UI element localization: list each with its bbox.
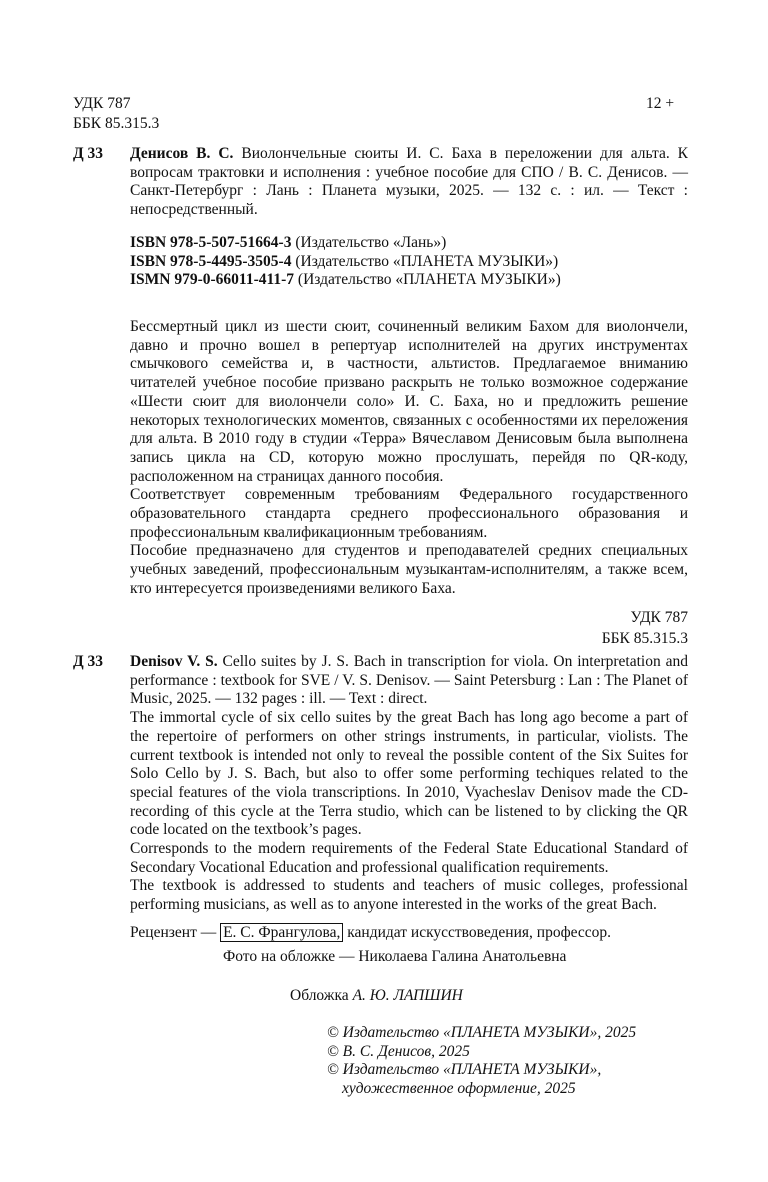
reviewer-title: кандидат искусствоведения, профессор. (347, 924, 612, 941)
ru-abstract (130, 318, 688, 599)
age-rating: 12 + (646, 95, 675, 112)
mid-bbk: ББК 85.315.3 (601, 630, 688, 647)
en-abstract-paragraph: The immortal cycle of six cello suites by the great Bach has long ago become a part of the repertoire of performers on other strings instruments, in particular, violists. The current textbook is intended not only to reveal the possible content of the Six Suites for Solo Cello by J. S. Bach, but also to offer some performing techiques related to the special features of the viola transcriptions. In 2010, Vyacheslav Denisov made the CD-recording of this cycle at the Terra studio, which can be listened to by clicking the QR code located on the textbook’s pages. (130, 709, 688, 839)
en-biblio-paragraph (130, 653, 688, 709)
reviewer-line (130, 924, 710, 943)
ru-author: Денисов В. С. (130, 145, 234, 162)
en-abstract-paragraph: Corresponds to the modern requirements of the Federal State Educational Standard of Secondary Vocational Education and professional qualification requirements. (130, 840, 688, 876)
ismn-row: ISMN 979-0-66011-411-7 (Издательство «ПЛАНЕТА МУЗЫКИ») (130, 271, 561, 289)
reviewer-label: Рецензент — (130, 924, 217, 941)
isbn-row: ISBN 978-5-507-51664-3 (Издательство «Лань») (130, 234, 447, 251)
en-biblio-text: Cello suites by J. S. Bach in transcription for viola. On interpretation and performance : textbook for SVE / V. S. Denisov. — Saint Petersburg : Lan : The Planet of Music, 2025. — 132 pages : ill. — Text : direct. (130, 653, 689, 708)
isbn-list (130, 234, 688, 290)
ru-biblio-text: Виолончельные сюиты И. С. Баха в переложении для альта. К вопросам трактовки и исполнения : учебное пособие для СПО / В. С. Денисов. — Санкт-Петербург : Лань : Планета музыки, 2025. — 132 с. : ил. — Текст : непосредственный. (130, 145, 689, 219)
cover-label: Обложка (290, 987, 349, 1004)
copyright-line: художественное оформление, 2025 (342, 1080, 576, 1098)
en-catalog-code: Д 33 (73, 653, 104, 670)
isbn-row: ISBN 978-5-4495-3505-4 (Издательство «ПЛАНЕТА МУЗЫКИ») (130, 252, 559, 270)
ru-abstract-paragraph: Бессмертный цикл из шести сюит, сочиненный великим Бахом для виолончели, давно и прочно вошел в репертуар исполнителей на других инструментах смычкового семейства и, в частности, альтистов. Предлагаемое вниманию читателей учебное пособие призвано раскрыть не только возможное содержание «Шести сюит для виолончели соло» И. С. Баха, но и предложить решение некоторых технологических моментов, связанных с особенностями их переложения для альта. В 2010 году в студии «Терра» Вячеславом Денисовым была выполнена запись цикла на CD, которую можно прослушать, перейдя по QR-коду, расположенном на страницах данного пособия. (130, 318, 688, 485)
en-bibliographic-record (130, 653, 688, 915)
reviewer-name: Е. С. Франгулова, (220, 923, 343, 942)
en-abstract-paragraph: The textbook is addressed to students and teachers of music colleges, professional performing musicians, as well as to anyone interested in the works of the great Bach. (130, 877, 688, 914)
copyright-line: © В. С. Денисов, 2025 (327, 1042, 470, 1060)
cover-credit (290, 987, 463, 1006)
copyright-line: © Издательство «ПЛАНЕТА МУЗЫКИ», (327, 1061, 602, 1079)
ru-bibliographic-record (130, 145, 688, 220)
ru-catalog-code: Д 33 (73, 145, 104, 162)
ru-abstract-paragraph: Соответствует современным требованиям Федерального государственного образовательного стандарта среднего профессионального образования и профессиональным квалификационным требованиям. (130, 486, 688, 541)
en-author: Denisov V. S. (130, 653, 218, 670)
header-udk: УДК 787 (73, 95, 131, 112)
mid-udk: УДК 787 (630, 609, 688, 626)
photo-credit: Фото на обложке — Николаева Галина Анатольевна (223, 948, 567, 965)
cover-name: А. Ю. ЛАПШИН (352, 987, 463, 1004)
header-bbk: ББК 85.315.3 (73, 115, 160, 132)
copyright-block (327, 1024, 636, 1099)
ru-abstract-paragraph: Пособие предназначено для студентов и преподавателей средних специальных учебных заведений, профессиональным музыкантам-исполнителям, а также всем, кто интересуется произведениями великого Баха. (130, 542, 688, 597)
copyright-line: © Издательство «ПЛАНЕТА МУЗЫКИ», 2025 (327, 1024, 637, 1041)
